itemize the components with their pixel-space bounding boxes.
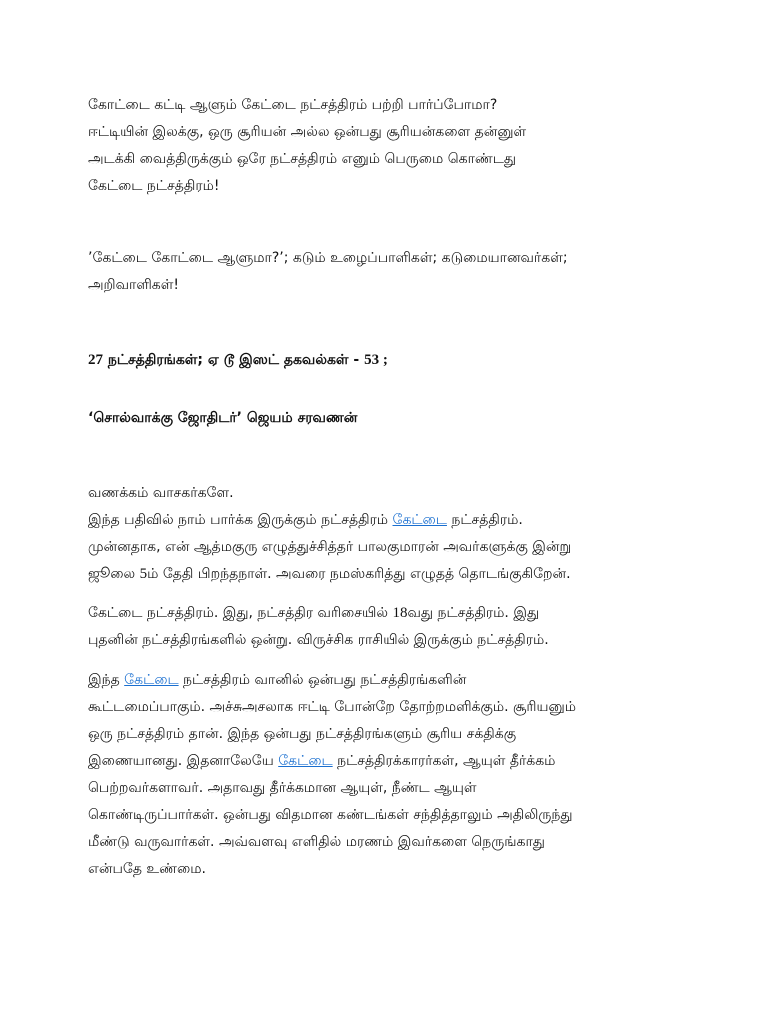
quote-line: ’கேட்டை கோட்டை ஆளுமா?’; கடும் உழைப்பாளிகள்; கடுமையானவர்கள்; [88, 250, 568, 266]
tribute-text: ம் தேதி பிறந்தநாள். அவரை நமஸ்கரித்து எழுதத் தொடங்குகிறேன். [147, 566, 571, 582]
intro-line: ஈட்டியின் இலக்கு, ஒரு சூரியன் அல்ல ஒன்பது சூரியன்களை தன்னுள் [88, 124, 527, 140]
topic-text: நட்சத்திரம். [446, 512, 523, 528]
intro-paragraph [88, 92, 688, 200]
kettai-link[interactable]: கேட்டை [278, 753, 333, 769]
description-text: நட்சத்திரம் வானில் ஒன்பது நட்சத்திரங்களின் [178, 672, 467, 688]
star-order-line: புதனின் நட்சத்திரங்களில் ஒன்று. விருச்சிக ராசியில் இருக்கும் நட்சத்திரம். [88, 632, 549, 648]
description-line: கொண்டிருப்பார்கள். ஒன்பது விதமான கண்டங்கள் சந்தித்தாலும் அதிலிருந்து [88, 807, 573, 823]
intro-line: கேட்டை நட்சத்திரம்! [88, 178, 220, 194]
kettai-link[interactable]: கேட்டை [124, 672, 179, 688]
tribute-text: ஜூலை [88, 566, 140, 582]
series-text: நட்சத்திரங்கள்; ஏ டூ இஸட் தகவல்கள் - [103, 352, 365, 368]
description-line: என்பதே உண்மை. [88, 861, 206, 877]
description-line [88, 667, 688, 694]
topic-line [88, 507, 688, 534]
quote-line: அறிவாளிகள்! [88, 277, 179, 293]
greeting-line: வணக்கம் வாசகர்களே. [88, 485, 234, 501]
tribute-line [88, 561, 688, 588]
kettai-link[interactable]: கேட்டை [392, 512, 447, 528]
topic-text: இந்த பதிவில் நாம் பார்க்க இருக்கும் நட்சத்திரம் [88, 512, 393, 528]
date-number: 5 [139, 566, 148, 582]
series-number: 27 [88, 352, 103, 368]
greeting-paragraph [88, 480, 688, 588]
series-part: 53 ; [364, 352, 388, 368]
star-order-paragraph [88, 600, 688, 654]
tribute-line: முன்னதாக, என் ஆத்மகுரு எழுத்துச்சித்தர் பாலகுமாரன் அவர்களுக்கு இன்று [88, 539, 572, 555]
description-text: நட்சத்திரக்காரர்கள், ஆயுள் தீர்க்கம் [332, 753, 556, 769]
description-line [88, 748, 688, 775]
series-heading-line [88, 347, 688, 374]
description-line: கூட்டமைப்பாகும். அச்சுஅசலாக ஈட்டி போன்றே தோற்றமளிக்கும். சூரியனும் [88, 699, 577, 715]
star-order-text: வது நட்சத்திரம். இது [407, 605, 540, 621]
star-order-line [88, 600, 688, 627]
description-line: பெற்றவர்களாவர். அதாவது தீர்க்கமான ஆயுள், நீண்ட ஆயுள் [88, 780, 477, 796]
description-line: ஒரு நட்சத்திரம் தான். இந்த ஒன்பது நட்சத்திரங்களும் சூரிய சக்திக்கு [88, 726, 517, 742]
order-number: 18 [392, 605, 408, 621]
author-name: ‘சொல்வாக்கு ஜோதிடர்’ ஜெயம் சரவணன் [88, 410, 358, 426]
description-line: மீண்டு வருவார்கள். அவ்வளவு எளிதில் மரணம் இவர்களை நெருங்காது [88, 834, 545, 850]
quote-paragraph [88, 245, 688, 299]
author-heading [88, 405, 688, 432]
intro-line: அடக்கி வைத்திருக்கும் ஒரே நட்சத்திரம் எனும் பெருமை கொண்டது [88, 151, 516, 167]
star-order-text: கேட்டை நட்சத்திரம். இது, நட்சத்திர வரிசையில் [88, 605, 393, 621]
intro-line: கோட்டை கட்டி ஆளும் கேட்டை நட்சத்திரம் பற்றி பார்ப்போமா? [88, 97, 498, 113]
description-text: இணையானது. இதனாலேயே [88, 753, 279, 769]
series-heading [88, 347, 688, 374]
description-paragraph [88, 667, 688, 883]
description-text: இந்த [88, 672, 125, 688]
